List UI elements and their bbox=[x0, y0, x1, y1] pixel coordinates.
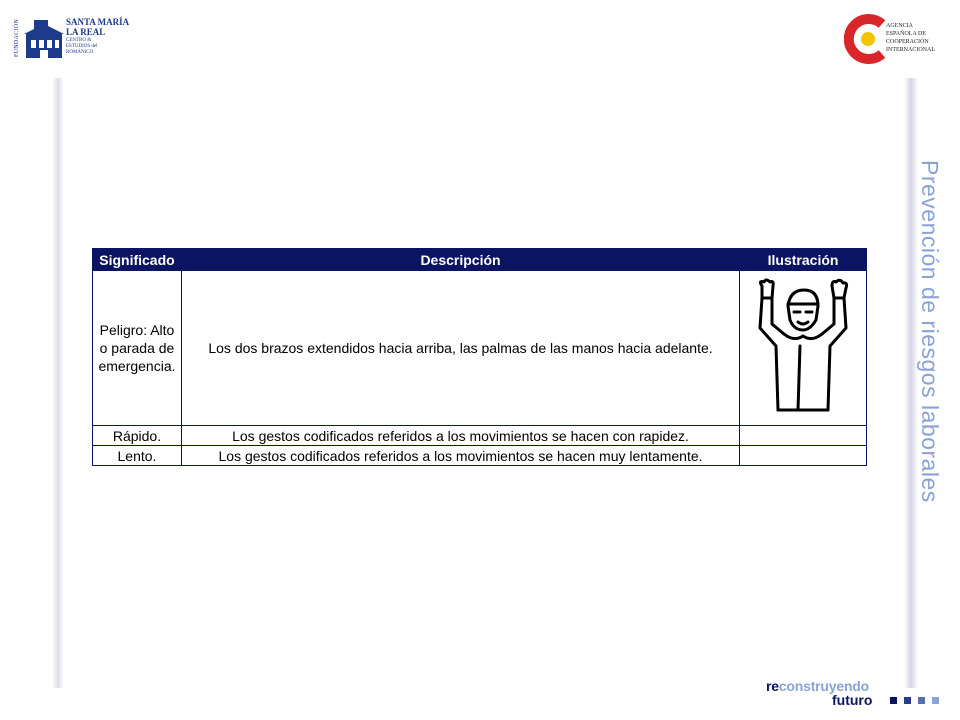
cell-significado: Rápido. bbox=[93, 426, 182, 446]
logo-name: SANTA MARÍA LA REAL bbox=[66, 17, 130, 37]
gesture-signals-table bbox=[92, 248, 867, 466]
footer-square-3 bbox=[918, 697, 925, 704]
aeci-logo bbox=[844, 14, 954, 64]
cell-significado: Peligro: Alto o parada de emergencia. bbox=[93, 271, 182, 426]
logo-vertical-text: FUNDACIÓN bbox=[14, 18, 20, 58]
cell-descripcion: Los dos brazos extendidos hacia arriba, las palmas de las manos hacia adelante. bbox=[181, 271, 739, 426]
arms-raised-person-icon bbox=[748, 276, 858, 416]
header-significado: Significado bbox=[93, 249, 182, 271]
cell-descripcion: Los gestos codificados referidos a los movimientos se hacen muy lentamente. bbox=[181, 446, 739, 466]
footer-square-4 bbox=[932, 697, 939, 704]
cell-descripcion: Los gestos codificados referidos a los movimientos se hacen con rapidez. bbox=[181, 426, 739, 446]
vertical-section-title bbox=[916, 160, 952, 560]
table-row bbox=[93, 446, 867, 466]
cell-ilustracion bbox=[740, 426, 867, 446]
header-ilustracion: Ilustración bbox=[740, 249, 867, 271]
footer-line-1: reconstruyendo bbox=[766, 678, 870, 694]
cell-significado: Lento. bbox=[93, 446, 182, 466]
vertical-title-text: Prevención de riesgos laborales bbox=[917, 160, 943, 503]
reconstruyendo-futuro-logo bbox=[766, 676, 946, 716]
cell-ilustracion bbox=[740, 271, 867, 426]
footer-square-2 bbox=[904, 697, 911, 704]
fundacion-logo bbox=[14, 14, 134, 62]
left-decorative-bar bbox=[52, 78, 64, 688]
church-building-icon bbox=[24, 18, 64, 60]
table-row bbox=[93, 271, 867, 426]
aeci-logo-text: AGENCIA ESPAÑOLA DE COOPERACIÓN INTERNACIONAL bbox=[886, 23, 935, 53]
footer-square-1 bbox=[890, 697, 897, 704]
table-header-row bbox=[93, 249, 867, 271]
aeci-c-icon bbox=[844, 14, 888, 64]
cell-ilustracion bbox=[740, 446, 867, 466]
footer-line-2: futuro bbox=[832, 692, 873, 708]
logo-subtitle: CENTRO & ESTUDIOS del ROMÁNICO bbox=[66, 38, 98, 55]
header-descripcion: Descripción bbox=[181, 249, 739, 271]
table-row bbox=[93, 426, 867, 446]
